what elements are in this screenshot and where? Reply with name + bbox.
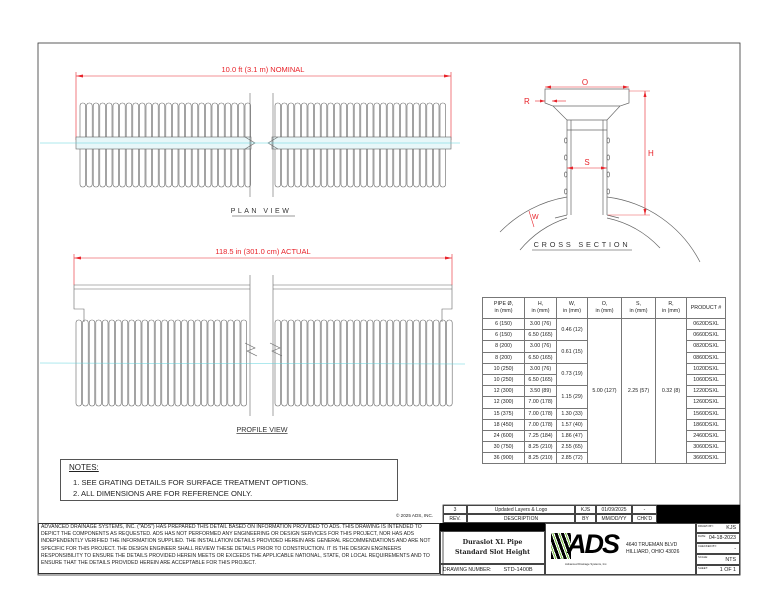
- product-number: 0820DSXL: [687, 341, 726, 352]
- corrugation-rib: [361, 320, 367, 406]
- column-header: [588, 298, 622, 319]
- corrugation-rib: [414, 320, 420, 406]
- corrugation-rib: [168, 320, 174, 406]
- corrugation-rib: [275, 320, 281, 406]
- plan-view-title: PLAN VIEW: [230, 208, 292, 215]
- product-number: 1060DSXL: [687, 374, 726, 385]
- corrugation-rib: [315, 143, 321, 187]
- h-value: 7.00 (178): [525, 408, 557, 419]
- notes-box: [60, 459, 398, 501]
- corrugation-rib: [394, 143, 400, 187]
- corrugation-rib: [308, 320, 314, 406]
- profile-dimension-label: 118.5 in (301.0 cm) ACTUAL: [215, 247, 311, 256]
- note-item: 2. ALL DIMENSIONS ARE FOR REFERENCE ONLY.: [73, 489, 253, 498]
- address-line-2: HILLIARD, OHIO 43026: [626, 549, 680, 555]
- corrugation-rib: [381, 320, 387, 406]
- h-value: 7.25 (184): [525, 430, 557, 441]
- copyright: © 2025 ADS, INC.: [396, 513, 434, 518]
- dimension-w-label: W: [532, 214, 539, 221]
- by-header: BY: [575, 514, 596, 523]
- corrugation-rib: [367, 320, 373, 406]
- chkd-header: CHK'D: [632, 514, 657, 523]
- corrugation-rib: [238, 143, 244, 187]
- product-number: 3060DSXL: [687, 442, 726, 453]
- w-value: 1.57 (40): [557, 419, 588, 430]
- pipe-diameter: 12 (300): [483, 386, 525, 397]
- h-value: 8.25 (210): [525, 442, 557, 453]
- rev-header: REV.: [443, 514, 467, 523]
- pipe-diameter: 8 (200): [483, 352, 525, 363]
- drawn-by-label: DRAWN BY:: [698, 524, 714, 528]
- logo-tagline: Advanced Drainage Systems, Inc.: [565, 562, 608, 566]
- column-header: [687, 298, 726, 319]
- corrugation-rib: [179, 143, 185, 187]
- corrugation-rib: [394, 320, 400, 406]
- corrugation-rib: [172, 143, 178, 187]
- corrugation-rib: [146, 143, 152, 187]
- checked-cell: [696, 543, 740, 554]
- pipe-diameter: 36 (900): [483, 453, 525, 464]
- w-value: 2.85 (72): [557, 453, 588, 464]
- profile-view: [40, 254, 465, 416]
- rev-date: 01/09/2025: [596, 505, 632, 514]
- corrugation-rib: [301, 320, 307, 406]
- corrugation-rib: [607, 138, 610, 143]
- corrugation-rib: [295, 320, 301, 406]
- product-number: 1560DSXL: [687, 408, 726, 419]
- corrugation-rib: [212, 143, 218, 187]
- header-name: R,: [668, 301, 674, 307]
- corrugation-rib: [275, 143, 281, 187]
- profile-view-title: PROFILE VIEW: [236, 425, 288, 434]
- product-number: 0660DSXL: [687, 330, 726, 341]
- spec-table: [482, 297, 726, 464]
- corrugation-rib: [188, 320, 194, 406]
- dimension-h-label: H: [648, 149, 654, 158]
- h-value: 3.50 (89): [525, 386, 557, 397]
- corrugation-rib: [407, 320, 413, 406]
- corrugation-rib: [221, 320, 227, 406]
- pipe-diameter: 24 (600): [483, 430, 525, 441]
- corrugation-rib: [328, 143, 334, 187]
- corrugation-rib: [159, 143, 165, 187]
- column-header: [525, 298, 557, 319]
- corrugation-rib: [155, 320, 161, 406]
- corrugation-rib: [199, 143, 205, 187]
- corrugation-rib: [381, 143, 387, 187]
- product-number: 0860DSXL: [687, 352, 726, 363]
- w-value: 2.55 (65): [557, 442, 588, 453]
- checked-by: -: [734, 546, 736, 552]
- header-unit: in (mm): [563, 308, 581, 314]
- scale-label: SCALE:: [698, 555, 708, 559]
- header-unit: in (mm): [531, 308, 550, 314]
- corrugation-rib: [93, 143, 99, 187]
- plan-dimension-label: 10.0 ft (3.1 m) NOMINAL: [221, 65, 305, 74]
- corrugation-rib: [288, 143, 294, 187]
- header-name: W,: [568, 301, 576, 307]
- product-number: 3660DSXL: [687, 453, 726, 464]
- corrugation-rib: [192, 143, 198, 187]
- corrugation-rib: [120, 143, 126, 187]
- corrugation-rib: [447, 320, 453, 406]
- company-block: [545, 523, 696, 575]
- corrugation-rib: [308, 143, 314, 187]
- w-value: 0.61 (15): [557, 341, 588, 363]
- w-value: 0.46 (12): [557, 319, 588, 341]
- corrugation-rib: [348, 320, 354, 406]
- corrugation-rib: [315, 320, 321, 406]
- corrugation-rib: [288, 320, 294, 406]
- w-value: 0.73 (19): [557, 363, 588, 385]
- corrugation-rib: [234, 320, 240, 406]
- corrugation-rib: [420, 320, 426, 406]
- drawn-by: KJS: [726, 525, 736, 531]
- corrugation-rib: [166, 143, 172, 187]
- corrugation-rib: [374, 143, 380, 187]
- column-header: [557, 298, 588, 319]
- h-value: 6.50 (165): [525, 330, 557, 341]
- sheet: 1 OF 1: [719, 567, 736, 573]
- corrugation-rib: [374, 320, 380, 406]
- corrugation-rib: [387, 320, 393, 406]
- corrugation-rib: [205, 143, 211, 187]
- drawing-number-label: DRAWING NUMBER:: [443, 566, 492, 573]
- r-value: 0.32 (8): [656, 319, 687, 464]
- corrugation-rib: [321, 320, 327, 406]
- corrugation-rib: [400, 143, 406, 187]
- h-value: 3.00 (76): [525, 363, 557, 374]
- corrugation-rib: [407, 143, 413, 187]
- corrugation-rib: [106, 143, 112, 187]
- disclaimer: ADVANCED DRAINAGE SYSTEMS, INC. ("ADS") HAS PREPARED THIS DETAIL BASED ON INFORMATION PROVIDED TO ADS. THIS DRAWING IS INTENDED TO DEPICT THE COMPONENTS AS REQUESTED. ADS HAS NOT PERFORMED ANY ENGINEERING OR DESIGN SERVICES FOR THIS PROJECT, NOR HAS ADS INDEPENDENTLY VERIFIED THE INFORMATION SUPPLIED. THE INSTALLATION DETAILS PROVIDED HEREIN ARE GENERAL RECOMMENDATIONS AND ARE NOT SPECIFIC FOR THIS PROJECT. THE DESIGN ENGINEER SHALL REVIEW THESE DETAILS PRIOR TO CONSTRUCTION. IT IS THE DESIGN ENGINEERS RESPONSIBILITY TO ENSURE THE DETAILS PROVIDED HEREIN MEETS OR EXCEEDS THE APPLICABLE NATIONAL, STATE, OR LOCAL REQUIREMENTS AND TO ENSURE THAT THE DETAILS PROVIDED HEREIN ARE ACCEPTABLE FOR THIS PROJECT.: [38, 523, 440, 574]
- corrugation-rib: [367, 143, 373, 187]
- date-label: DATE:: [698, 534, 707, 538]
- h-value: 3.00 (76): [525, 319, 557, 330]
- o-value: 5.00 (127): [588, 319, 622, 464]
- corrugation-rib: [80, 143, 86, 187]
- corrugation-rib: [440, 320, 446, 406]
- plan-view: [40, 72, 460, 197]
- corrugation-rib: [433, 320, 439, 406]
- rev-by: KJS: [575, 505, 596, 514]
- rev-description: Updated Layers & Logo: [467, 505, 575, 514]
- drawing-number-row: [440, 564, 545, 575]
- product-number: 1860DSXL: [687, 419, 726, 430]
- pipe-diameter: 30 (750): [483, 442, 525, 453]
- corrugation-rib: [225, 143, 231, 187]
- corrugation-rib: [219, 143, 225, 187]
- header-name: H,: [537, 301, 544, 307]
- rev-chkd: -: [632, 505, 657, 514]
- logo-text: ADS: [567, 529, 619, 559]
- w-value: 1.15 (29): [557, 386, 588, 408]
- corrugation-rib: [607, 155, 610, 160]
- corrugation-rib: [215, 320, 221, 406]
- corrugation-rib: [186, 143, 192, 187]
- pipe-diameter: 6 (150): [483, 319, 525, 330]
- pipe-diameter: 10 (250): [483, 363, 525, 374]
- corrugation-rib: [400, 320, 406, 406]
- h-value: 7.00 (178): [525, 419, 557, 430]
- corrugation-rib: [387, 143, 393, 187]
- corrugation-rib: [162, 320, 168, 406]
- s-value: 2.25 (57): [622, 319, 656, 464]
- corrugation-rib: [295, 143, 301, 187]
- header-unit: in (mm): [595, 308, 614, 314]
- corrugation-rib: [282, 320, 288, 406]
- dimension-r-label: R: [524, 97, 530, 106]
- product-number: 1260DSXL: [687, 397, 726, 408]
- corrugation-rib: [195, 320, 201, 406]
- corrugation-rib: [341, 320, 347, 406]
- corrugation-rib: [607, 189, 610, 194]
- dimension-s-label: S: [584, 158, 590, 167]
- pipe-diameter: 6 (150): [483, 330, 525, 341]
- drawing-title: [440, 531, 545, 564]
- corrugation-rib: [440, 143, 446, 187]
- pipe-diameter: 15 (375): [483, 408, 525, 419]
- header-unit: in (mm): [494, 308, 513, 314]
- column-header: [622, 298, 656, 319]
- pipe-diameter: 10 (250): [483, 374, 525, 385]
- drawn-by-cell: [696, 523, 740, 533]
- corrugation-rib: [113, 143, 119, 187]
- column-header: [656, 298, 687, 319]
- scale-cell: [696, 554, 740, 565]
- corrugation-rib: [414, 143, 420, 187]
- corrugation-rib: [182, 320, 188, 406]
- header-name: S,: [635, 301, 641, 307]
- header-unit: in (mm): [662, 308, 680, 314]
- product-number: 1220DSXL: [687, 386, 726, 397]
- corrugation-rib: [87, 143, 93, 187]
- checked-label: CHECKED BY:: [698, 544, 717, 548]
- corrugation-rib: [427, 143, 433, 187]
- product-number: 2460DSXL: [687, 430, 726, 441]
- corrugation-rib: [139, 143, 145, 187]
- product-number: 1020DSXL: [687, 363, 726, 374]
- corrugation-rib: [282, 143, 288, 187]
- pipe-diameter: 18 (450): [483, 419, 525, 430]
- cross-section-title: CROSS SECTION: [533, 240, 631, 249]
- corrugation-rib: [433, 143, 439, 187]
- date: 04-18-2023: [708, 535, 736, 541]
- corrugation-rib: [321, 143, 327, 187]
- h-value: 6.50 (165): [525, 352, 557, 363]
- corrugation-rib: [565, 138, 568, 143]
- column-header: [483, 298, 525, 319]
- rev-number: 3: [443, 505, 467, 514]
- pipe-diameter: 8 (200): [483, 341, 525, 352]
- address-line-1: 4640 TRUEMAN BLVD: [626, 542, 678, 548]
- h-value: 6.50 (165): [525, 374, 557, 385]
- corrugation-rib: [565, 155, 568, 160]
- h-value: 3.00 (76): [525, 341, 557, 352]
- corrugation-rib: [361, 143, 367, 187]
- corrugation-rib: [153, 143, 159, 187]
- corrugation-rib: [348, 143, 354, 187]
- header-name: O,: [601, 301, 608, 307]
- sheet-label: SHEET:: [698, 566, 708, 570]
- date-header: MM/DD/YY: [596, 514, 632, 523]
- corrugation-rib: [334, 143, 340, 187]
- corrugation-rib: [427, 320, 433, 406]
- pipe-diameter: 12 (300): [483, 397, 525, 408]
- corrugation-rib: [175, 320, 181, 406]
- corrugation-rib: [232, 143, 238, 187]
- corrugation-rib: [208, 320, 214, 406]
- corrugation-rib: [133, 143, 139, 187]
- corrugation-rib: [201, 320, 207, 406]
- corrugation-rib: [126, 143, 132, 187]
- product-number: 0620DSXL: [687, 319, 726, 330]
- notes-title: NOTES:: [69, 463, 99, 472]
- title-line-2: Standard Slot Height: [455, 548, 530, 556]
- corrugation-rib: [328, 320, 334, 406]
- address: [626, 542, 679, 556]
- corrugation-rib: [420, 143, 426, 187]
- cross-section: [500, 89, 700, 262]
- corrugation-rib: [565, 172, 568, 177]
- corrugation-rib: [341, 143, 347, 187]
- date-cell: [696, 533, 740, 543]
- title-line-1: Duraslot XL Pipe: [462, 538, 523, 546]
- h-value: 7.00 (178): [525, 397, 557, 408]
- corrugation-rib: [565, 189, 568, 194]
- drawing-number: STD-1400B: [503, 566, 533, 573]
- header-name: PRODUCT #: [690, 304, 722, 311]
- corrugation-rib: [334, 320, 340, 406]
- corrugation-rib: [354, 143, 360, 187]
- corrugation-rib: [607, 172, 610, 177]
- scale: NTS: [725, 557, 736, 563]
- corrugation-rib: [241, 320, 247, 406]
- table-row: [483, 319, 726, 330]
- note-item: 1. SEE GRATING DETAILS FOR SURFACE TREATMENT OPTIONS.: [73, 478, 309, 487]
- h-value: 8.25 (210): [525, 453, 557, 464]
- corrugation-rib: [354, 320, 360, 406]
- header-name: PIPE Ø,: [493, 301, 514, 307]
- corrugation-rib: [149, 320, 155, 406]
- dimension-o-label: O: [581, 78, 589, 87]
- corrugation-rib: [228, 320, 234, 406]
- sheet-cell: [696, 565, 740, 575]
- w-value: 1.30 (33): [557, 408, 588, 419]
- corrugation-rib: [301, 143, 307, 187]
- w-value: 1.86 (47): [557, 430, 588, 441]
- header-unit: in (mm): [629, 308, 648, 314]
- corrugation-rib: [100, 143, 106, 187]
- ads-logo: [551, 529, 619, 569]
- description-header: DESCRIPTION: [467, 514, 575, 523]
